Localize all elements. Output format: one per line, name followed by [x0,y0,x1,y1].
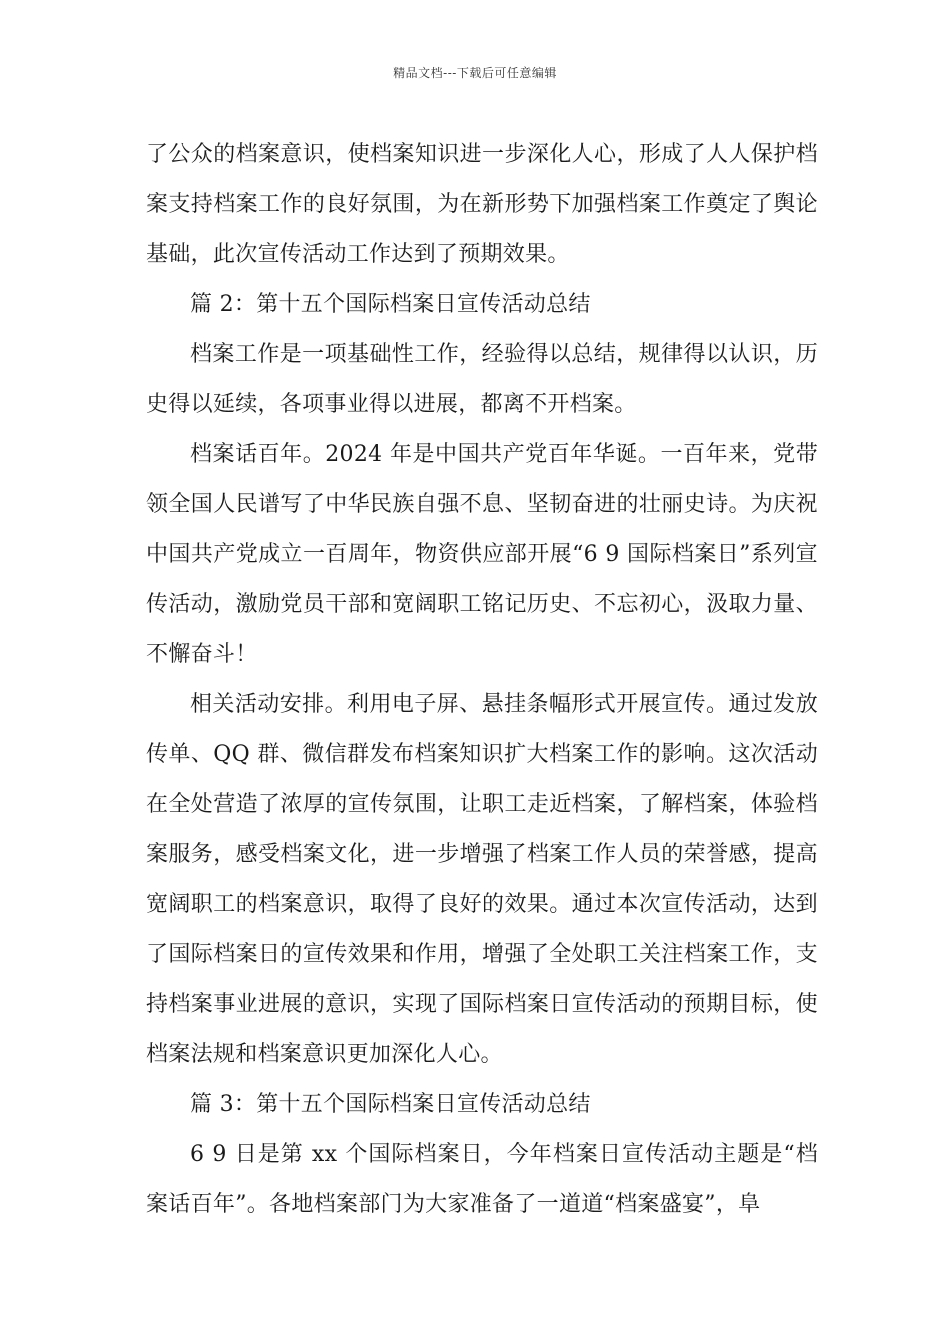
paragraph-intro: 档案工作是一项基础性工作，经验得以总结，规律得以认识，历史得以延续，各项事业得以进展，都离不开档案。 [146,342,818,417]
page-header: 精品文档---下载后可任意编辑 [393,66,557,80]
paragraph-continuation: 了公众的档案意识，使档案知识进一步深化人心，形成了人人保护档案支持档案工作的良好氛围，为在新形势下加强档案工作奠定了舆论基础，此次宣传活动工作达到了预期效果。 [146,142,818,267]
paragraph-archive-day: 6 9 日是第 xx 个国际档案日，今年档案日宣传活动主题是“档案话百年”。各地档案部门为大家准备了一道道“档案盛宴”，阜 [146,1142,818,1217]
paragraph-activities: 相关活动安排。利用电子屏、悬挂条幅形式开展宣传。通过发放传单、QQ 群、微信群发布档案知识扩大档案工作的影响。这次活动在全处营造了浓厚的宣传氛围，让职工走近档案，了解档案，体验档案服务，感受档案文化，进一步增强了档案工作人员的荣誉感，提高宽阔职工的档案意识，取得了良好的效果。通过本次宣传活动，达到了国际档案日的宣传效果和作用，增强了全处职工关注档案工作，支持档案事业进展的意识，实现了国际档案日宣传活动的预期目标，使档案法规和档案意识更加深化人心。 [146,692,818,1067]
section-heading-3: 篇 3：第十五个国际档案日宣传活动总结 [190,1092,591,1117]
paragraph-centenary: 档案话百年。2024 年是中国共产党百年华诞。一百年来，党带领全国人民谱写了中华民族自强不息、坚韧奋进的壮丽史诗。为庆祝中国共产党成立一百周年，物资供应部开展“6 9 国际档案日”系列宣传活动，激励党员干部和宽阔职工铭记历史、不忘初心，汲取力量、不懈奋斗！ [146,442,818,667]
document-body [146,130,818,1230]
section-heading-2: 篇 2：第十五个国际档案日宣传活动总结 [190,292,591,317]
